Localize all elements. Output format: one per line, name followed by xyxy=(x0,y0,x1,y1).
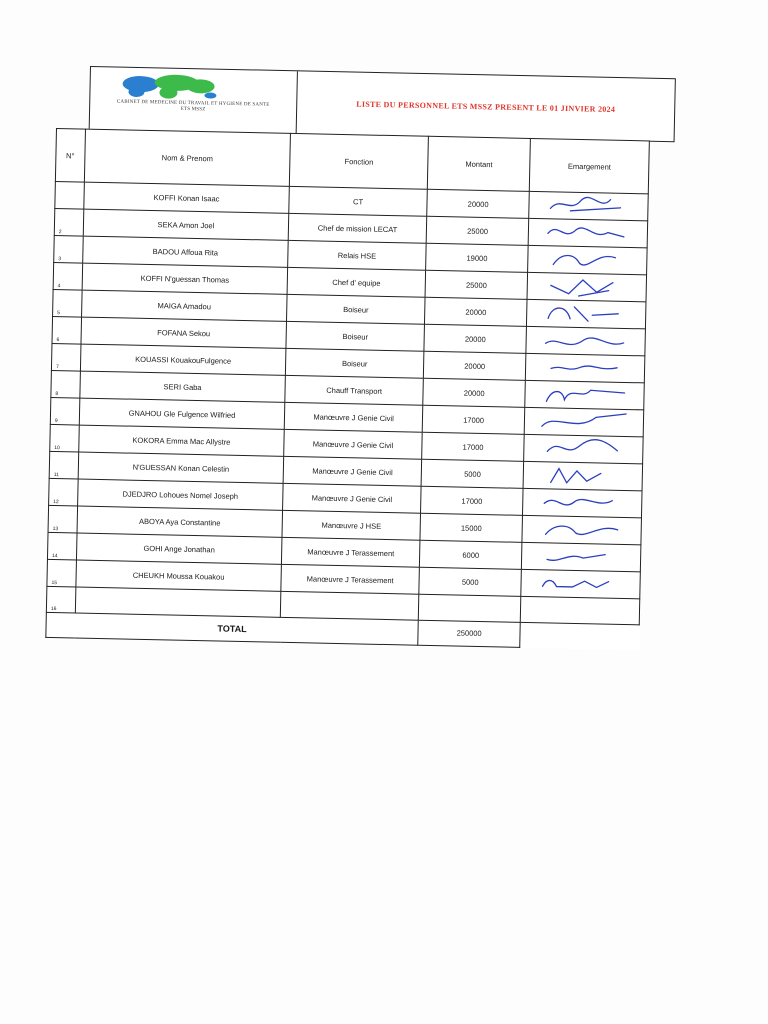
row-signature xyxy=(528,245,647,274)
row-function: Boiseur xyxy=(287,294,425,324)
row-signature xyxy=(522,542,641,571)
row-signature xyxy=(527,299,646,328)
row-number: 15 xyxy=(47,559,76,587)
total-amount: 250000 xyxy=(418,620,521,648)
row-function: Manœuvre J Terassement xyxy=(282,537,420,567)
row-signature xyxy=(523,488,642,517)
handwritten-signature-icon xyxy=(540,219,636,245)
handwritten-signature-icon xyxy=(540,192,636,218)
handwritten-signature-icon xyxy=(533,543,629,569)
row-amount: 20000 xyxy=(423,378,526,407)
row-name: GNAHOU Gle Fulgence Wilfried xyxy=(79,398,285,429)
row-signature xyxy=(525,380,644,409)
handwritten-signature-icon xyxy=(537,354,633,380)
row-name: KOFFI Konan Isaac xyxy=(84,182,290,213)
row-number: 16 xyxy=(46,586,75,612)
staff-table xyxy=(45,128,650,651)
row-amount: 5000 xyxy=(419,567,522,596)
row-amount: 20000 xyxy=(424,324,527,353)
row-signature xyxy=(523,461,642,490)
row-number: 9 xyxy=(50,397,79,425)
row-name: SERI Gaba xyxy=(80,371,286,402)
row-name: FOFANA Sekou xyxy=(81,317,287,348)
row-function: CT xyxy=(289,186,427,216)
row-name: SEKA Amon Joel xyxy=(83,209,289,240)
row-number: 2 xyxy=(54,208,83,236)
row-signature xyxy=(527,272,646,301)
row-name: BADOU Affoua Rita xyxy=(82,236,288,267)
row-name: CHEUKH Moussa Kouakou xyxy=(76,560,282,591)
logo-cell xyxy=(90,67,298,133)
row-signature xyxy=(526,326,645,355)
row-number: 13 xyxy=(48,505,77,533)
handwritten-signature-icon xyxy=(536,408,632,434)
row-number: 14 xyxy=(47,532,76,560)
handwritten-signature-icon xyxy=(532,570,628,596)
row-signature xyxy=(522,515,641,544)
row-amount: 5000 xyxy=(421,459,524,488)
total-label: TOTAL xyxy=(46,612,419,645)
row-amount xyxy=(418,594,521,622)
handwritten-signature-icon xyxy=(539,246,635,272)
row-amount: 17000 xyxy=(422,405,525,434)
handwritten-signature-icon xyxy=(538,300,634,326)
header-name: Nom & Prenom xyxy=(84,129,290,186)
row-function: Manœuvre J Genie Civil xyxy=(283,456,421,486)
row-amount: 20000 xyxy=(427,189,530,218)
handwritten-signature-icon xyxy=(534,489,630,515)
handwritten-signature-icon xyxy=(534,516,630,542)
row-amount: 15000 xyxy=(420,513,523,542)
row-amount: 20000 xyxy=(423,351,526,380)
row-function: Manœuvre J Genie Civil xyxy=(284,402,422,432)
row-signature xyxy=(529,191,648,220)
row-number: 12 xyxy=(49,478,78,506)
row-number: 11 xyxy=(49,451,78,479)
handwritten-signature-icon xyxy=(539,273,635,299)
row-signature xyxy=(521,569,640,598)
row-name: N'GUESSAN Konan Celestin xyxy=(78,452,284,483)
row-name: KOUASSI KouakouFulgence xyxy=(80,344,286,375)
header-num: N° xyxy=(55,129,85,183)
row-number: 4 xyxy=(53,262,82,290)
row-signature xyxy=(524,407,643,436)
row-number: 5 xyxy=(53,289,82,317)
row-amount: 17000 xyxy=(422,432,525,461)
row-function: Manœuvre J Genie Civil xyxy=(284,429,422,459)
handwritten-signature-icon xyxy=(535,462,631,488)
row-amount: 20000 xyxy=(425,297,528,326)
company-name: CABINET DE MEDECINE DU TRAVAIL ET HYGIENE DE SANTE ETS MSSZ xyxy=(116,99,270,113)
row-name: MAIGA Amadou xyxy=(81,290,287,321)
row-name: KOKORA Emma Mac Allystre xyxy=(78,425,284,456)
row-amount: 25000 xyxy=(426,216,529,245)
row-number: 8 xyxy=(51,370,80,398)
row-function: Chef d' equipe xyxy=(287,267,425,297)
row-function: Boiseur xyxy=(286,348,424,378)
handwritten-signature-icon xyxy=(536,381,632,407)
header-amount: Montant xyxy=(427,136,530,191)
row-signature xyxy=(528,218,647,247)
total-blank xyxy=(520,622,639,650)
row-number xyxy=(55,181,84,209)
row-function: Manœuvre J Terassement xyxy=(281,564,419,594)
row-function: Boiseur xyxy=(286,321,424,351)
handwritten-signature-icon xyxy=(538,327,634,353)
row-signature xyxy=(526,353,645,382)
row-name: ABOYA Aya Constantine xyxy=(77,506,283,537)
row-name: GOHI Ange Jonathan xyxy=(76,533,282,564)
world-map-logo-icon xyxy=(118,72,229,102)
header-signature: Emargement xyxy=(529,138,649,193)
handwritten-signature-icon xyxy=(535,435,631,461)
row-amount: 6000 xyxy=(419,540,522,569)
row-function: Manœuvre J Genie Civil xyxy=(283,483,421,513)
document-title: LISTE DU PERSONNEL ETS MSSZ PRESENT LE 01 JINVIER 2024 xyxy=(356,99,616,114)
row-amount: 25000 xyxy=(425,270,528,299)
row-function xyxy=(280,591,418,619)
row-amount: 19000 xyxy=(426,243,529,272)
row-function: Chauff Transport xyxy=(285,375,423,405)
row-function: Chef de mission LECAT xyxy=(288,213,426,243)
row-name: KOFFI N'guessan Thomas xyxy=(82,263,288,294)
row-number: 6 xyxy=(52,316,81,344)
row-function: Manœuvre J HSE xyxy=(282,510,420,540)
row-signature xyxy=(520,596,639,624)
row-number: 3 xyxy=(54,235,83,263)
row-number: 7 xyxy=(51,343,80,371)
row-function: Relais HSE xyxy=(288,240,426,270)
row-signature xyxy=(524,434,643,463)
staff-table-wrapper xyxy=(45,128,650,651)
row-number: 10 xyxy=(50,424,79,452)
row-name: DJEDJRO Lohoues Nomel Joseph xyxy=(77,479,283,510)
header-function: Fonction xyxy=(289,133,428,189)
row-amount: 17000 xyxy=(421,486,524,515)
